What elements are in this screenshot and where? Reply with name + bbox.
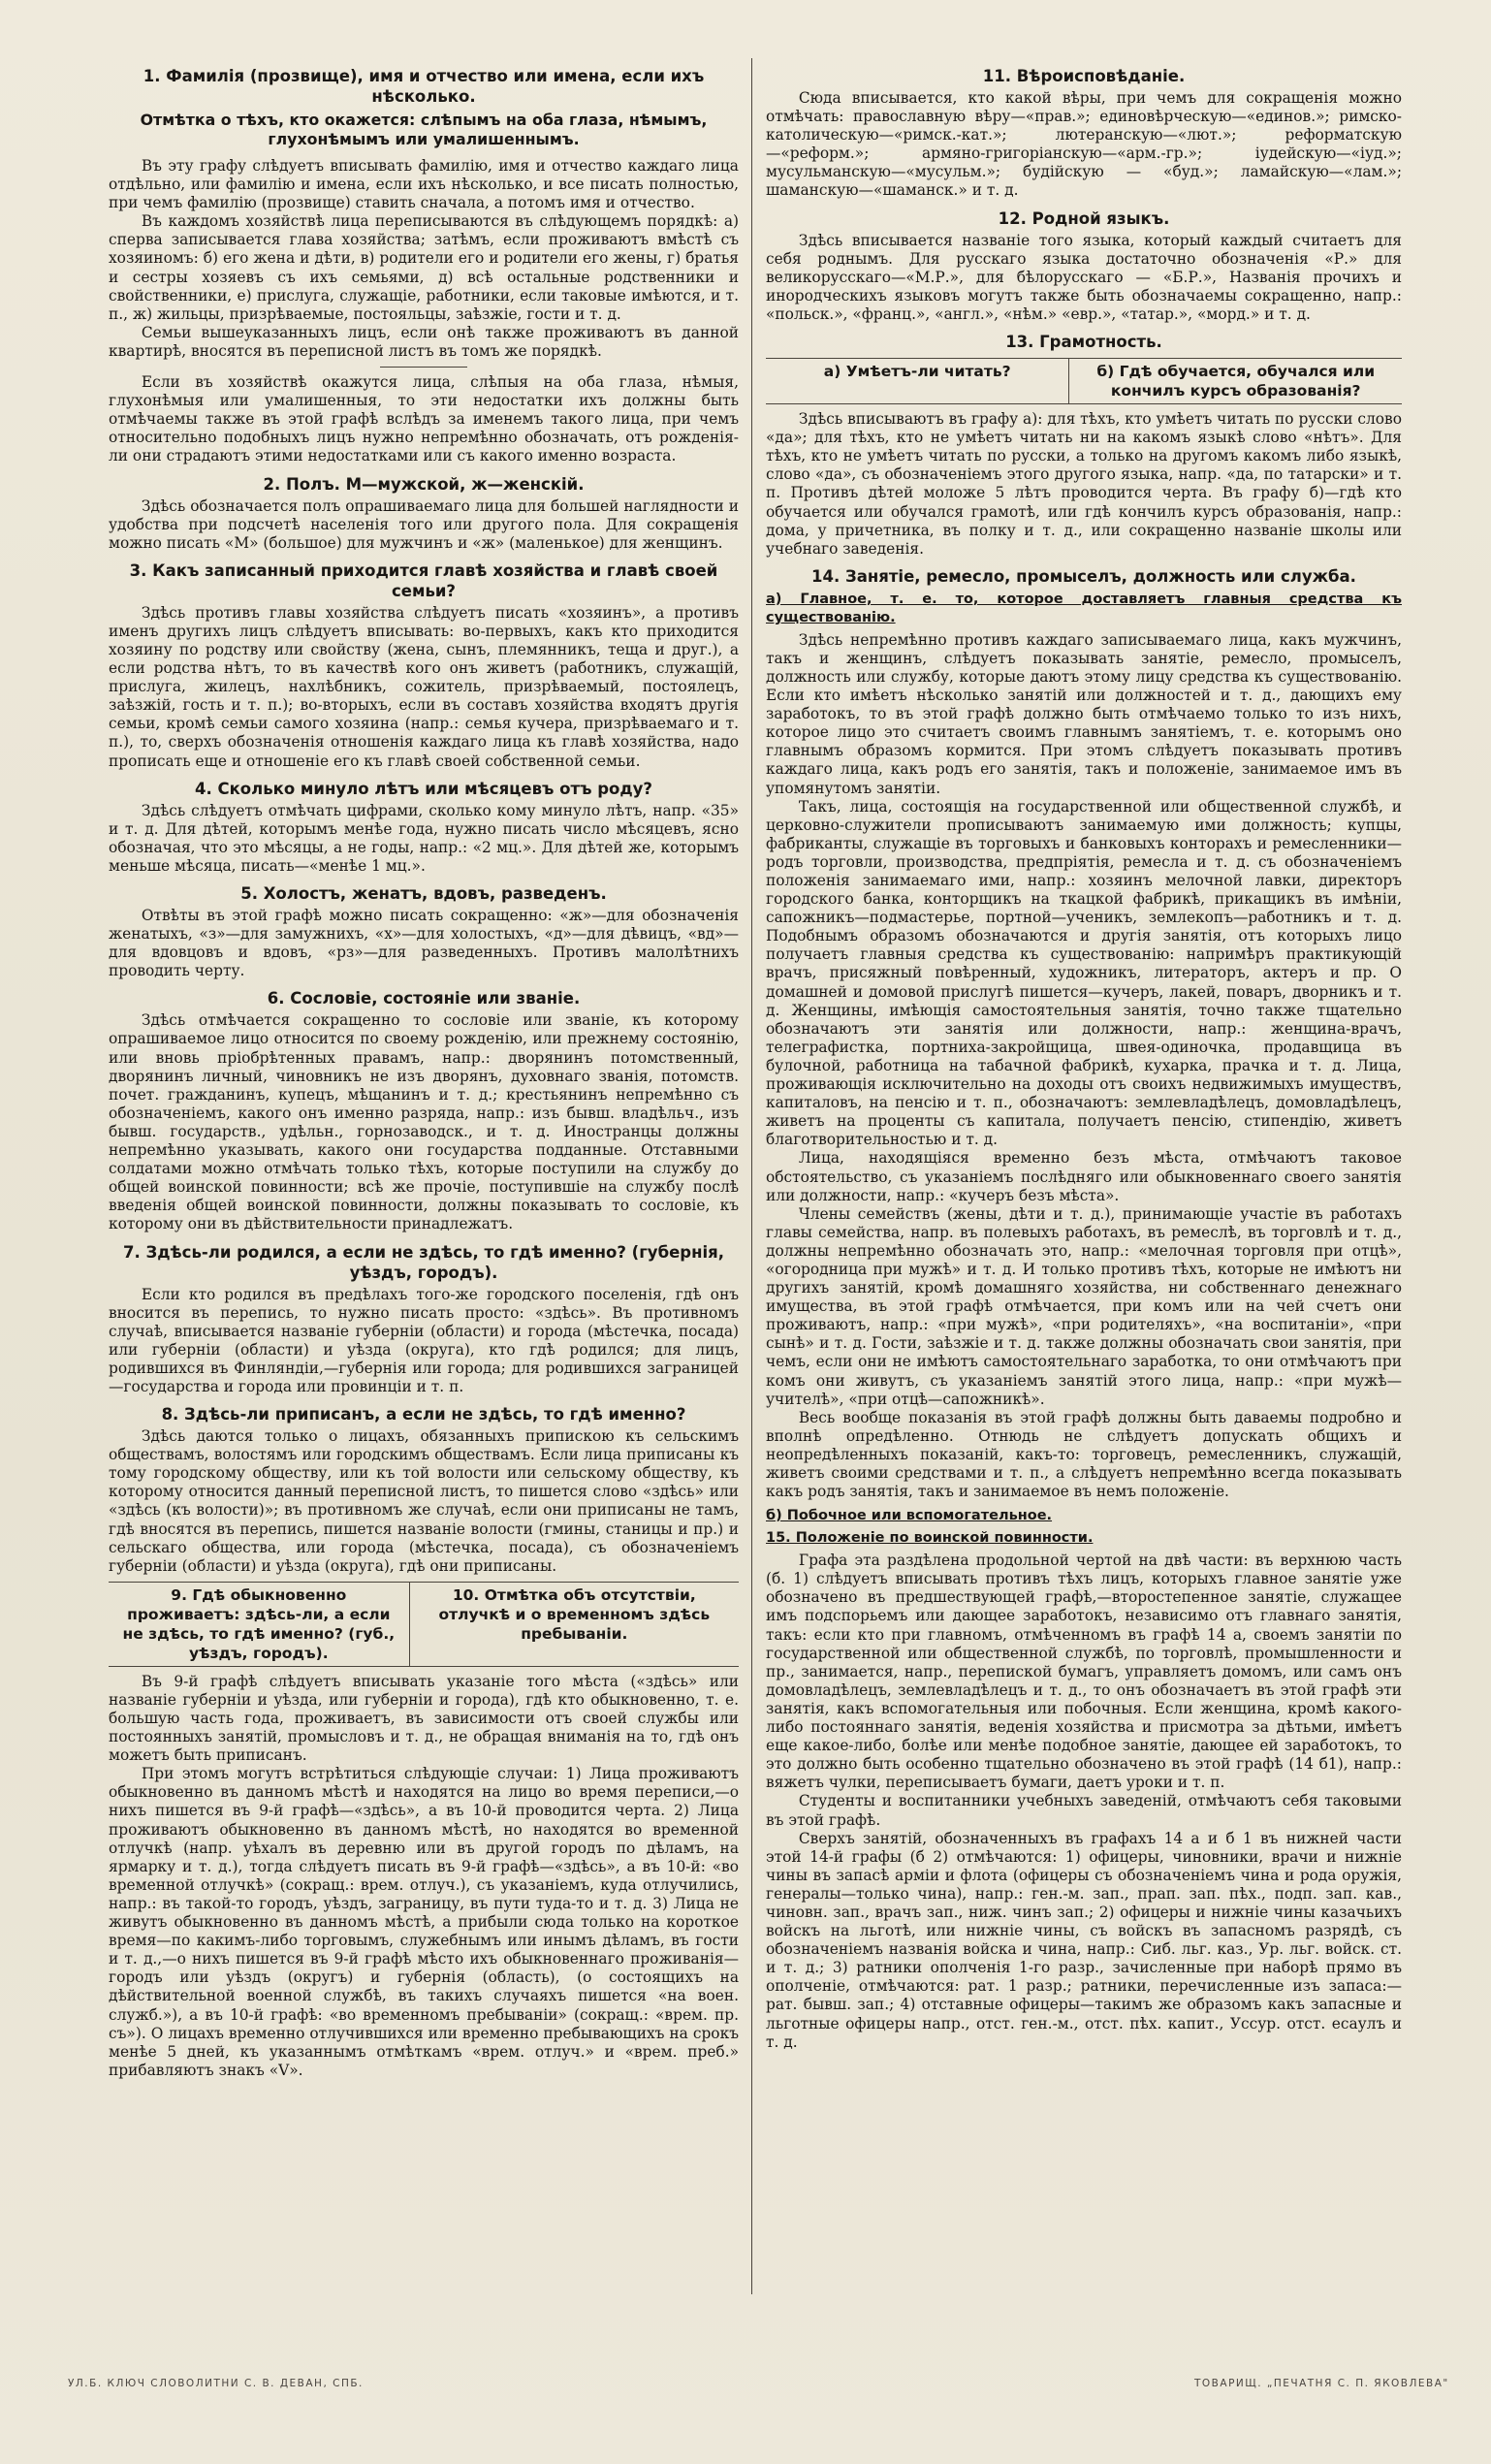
- paragraph: Отвѣты въ этой графѣ можно писать сокращенно: «ж»—для обозначенія женатыхъ, «з»—для замужнихъ, «х»—для холостыхъ, «д»—для дѣвицъ, «вд»—для вдовцовъ и вдовъ, «рз»—для разведенныхъ. Противъ малолѣтнихъ проводить черту.: [109, 907, 739, 980]
- paragraph: Здѣсь вписываютъ въ графу а): для тѣхъ, кто умѣетъ читать по русски слово «да»; для тѣхъ, кто не умѣетъ читать ни на какомъ языкѣ слово «нѣтъ». Для тѣхъ, кто не умѣетъ читать по русски, а только на другомъ какомъ либо языкѣ, слово «да», съ обозначеніемъ этого другого языка, напр. «да, по татарски» и т. п. Противъ дѣтей моложе 5 лѣтъ проводится черта. Въ графу б)—гдѣ кто обучается или обучался грамотѣ, или гдѣ кончилъ курсъ образованія, напр.: дома, у причетника, въ полку и т. д., или сокращенно названіе школы или учебнаго заведенія.: [766, 410, 1402, 558]
- section-15-text: [766, 1552, 1402, 2052]
- paragraph: Здѣсь обозначается полъ опрашиваемаго лица для большей наглядности и удобства при подсчетѣ населенія того или другого пола. Для сокращенія можно писать «М» (большое) для мужчинъ и «ж» (маленькое) для женщинъ.: [109, 496, 739, 552]
- paragraph: Студенты и воспитанники учебныхъ заведеній, отмѣчаютъ себя таковыми въ этой графѣ.: [766, 1792, 1402, 1829]
- section-body: [109, 497, 739, 553]
- printer-imprint-left: УЛ.Б. КЛЮЧ СЛОВОЛИТНИ С. В. ДЕВАН, СПБ.: [68, 2378, 364, 2389]
- paragraph: Въ каждомъ хозяйствѣ лица переписываются въ слѣдующемъ порядкѣ: а) сперва записывается глава хозяйства; затѣмъ, если проживаютъ вмѣстѣ съ хозяиномъ: б) его жена и дѣти, в) родители его и родители его жены, г) братья и сестры хозяевъ съ ихъ семьями, д) всѣ остальные родственники и свойственники, е) прислуга, служащіе, работники, если таковые имѣются, и т. п., ж) жильцы, призрѣваемые, постояльцы, заѣзжіе, гости и т. д.: [109, 212, 739, 323]
- section-14-text: [766, 631, 1402, 1501]
- paragraph: Здѣсь слѣдуетъ отмѣчать цифрами, сколько кому минуло лѣтъ, напр. «35» и т. д. Для дѣтей, которымъ менѣе года, нужно писать число мѣсяцевъ, ясно обозначая, что это мѣсяцы, а не годы, напр.: «2 мц.». Для дѣтей же, которымъ меньше мѣсяца, писать—«менѣе 1 мц.».: [109, 801, 739, 875]
- paragraph: Здѣсь непремѣнно противъ каждаго записываемаго лица, какъ мужчинъ, такъ и женщинъ, слѣдуетъ показывать занятіе, ремесло, промыселъ, должность или службу, которые даютъ этому лицу средства къ существованію. Если кто имѣетъ нѣсколько занятій или должностей и т. д., дающихъ ему заработокъ, то въ этой графѣ должно быть отмѣчаемо только то изъ нихъ, которое лицо это считаетъ своимъ главнымъ занятіемъ, т. е. которымъ оно главнымъ образомъ кормится. При этомъ слѣдуетъ показывать противъ каждаго лица, какъ родъ его занятія, такъ и положеніе, занимаемое имъ въ упомянутомъ занятіи.: [766, 630, 1402, 797]
- section-13b-title: б) Гдѣ обучается, обучался или кончилъ курсъ образованія?: [1068, 359, 1402, 403]
- section-body: [109, 373, 739, 465]
- section-title: 1. Фамилія (прозвище), имя и отчество или имена, если ихъ нѣсколько.: [143, 67, 705, 106]
- section-title: 11. Вѣроисповѣданіе.: [982, 67, 1186, 85]
- paragraph: Лица, находящіяся временно безъ мѣста, отмѣчаютъ таковое обстоятельство, съ указаніемъ послѣдняго или обыкновеннаго своего занятія или должности, напр.: «кучеръ безъ мѣста».: [766, 1149, 1402, 1204]
- split-header-9-10: [109, 1582, 739, 1667]
- right-sections: [766, 66, 1402, 352]
- section-title: 12. Родной языкъ.: [998, 208, 1170, 228]
- section-title: 6. Сословіе, состояніе или званіе.: [267, 989, 581, 1008]
- printer-imprint-right: ТОВАРИЩ. „ПЕЧАТНЯ С. П. ЯКОВЛЕВА": [1194, 2378, 1449, 2389]
- split-header-13: [766, 358, 1402, 404]
- section-14b-subtitle: б) Побочное или вспомогательное.: [766, 1508, 1053, 1524]
- paragraph: Графа эта раздѣлена продольной чертой на двѣ части: въ верхнюю часть (б. 1) слѣдуетъ вписывать противъ тѣхъ лицъ, которыхъ главное занятіе уже обозначено въ предшествующей графѣ,—второстепенное занятіе, служащее имъ подспорьемъ или дающее заработокъ, независимо отъ главнаго занятія, такъ: если кто при главномъ, отмѣченномъ въ графѣ 14 а, своемъ занятіи по государственной или общественной службѣ, по торговлѣ, промышленности и пр., занимается, напр., перепиской бумагъ, управляетъ домомъ, или самъ онъ домовладѣлецъ, землевладѣлецъ и т. д., то онъ обозначаетъ въ этой графѣ эти занятія, какъ вспомогательныя или побочныя. Если женщина, кромѣ какого-либо постояннаго занятія, веденія хозяйства и присмотра за дѣтьми, имѣетъ еще какое-либо, болѣе или менѣе подобное занятіе, дающее ей заработокъ, то это должно быть особенно тщательно обозначено въ этой графѣ (14 б1), напр.: вяжетъ чулки, переписываетъ бумаги, даетъ уроки и т. п.: [766, 1552, 1402, 1792]
- paragraph: Здѣсь даются только о лицахъ, обязанныхъ припискою къ сельскимъ обществамъ, волостямъ или городскимъ обществамъ. Если лица приписаны къ тому городскому обществу, или къ той волости или сельскому обществу, къ которому относится данный переписной листъ, то пишется слово «здѣсь» или «здѣсь (къ волости)»; въ противномъ же случаѣ, если они приписаны не тамъ, гдѣ вносятся въ перепись, пишется названіе волости (гмины, станицы и пр.) и сельскаго общества, или города (мѣстечка, посада), съ обозначеніемъ губерніи (области) и уѣзда (округа), гдѣ они приписаны.: [109, 1427, 739, 1575]
- paragraph: Если въ хозяйствѣ окажутся лица, слѣпыя на оба глаза, нѣмыя, глухонѣмыя или умалишенныя, то эти недостатки ихъ должны быть отмѣчаемы также въ этой графѣ вслѣдъ за именемъ такого лица, при чемъ относительно подобныхъ лицъ нужно непремѣнно обозначать, отъ рожденія-ли они страдаютъ этими недостатками или съ какого именно возраста.: [109, 373, 739, 465]
- section-body: [109, 802, 739, 876]
- paragraph: Въ 9-й графѣ слѣдуетъ вписывать указаніе того мѣста («здѣсь» или названіе губерніи и уѣзда, или губерніи и города), гдѣ кто обыкновенно, т. е. большую часть года, проживаетъ, въ зависимости отъ своей службы или постоянныхъ занятій, промысловъ и т. д., не обращая вниманія на то, гдѣ онъ можетъ быть приписанъ.: [109, 1672, 739, 1765]
- section-body: [109, 604, 739, 771]
- section-title: 2. Полъ. М—мужской, ж—женскій.: [263, 474, 585, 494]
- column-divider: [751, 58, 752, 2294]
- section-10-title: 10. Отмѣтка объ отсутствіи, отлучкѣ и о временномъ здѣсь пребываніи.: [409, 1583, 739, 1666]
- left-column: [109, 58, 739, 2294]
- section-body: [109, 157, 739, 361]
- paragraph: Семьи вышеуказанныхъ лицъ, если онѣ также проживаютъ въ данной квартирѣ, вносятся въ переписной листъ въ томъ же порядкѣ.: [109, 323, 739, 360]
- section-title: 4. Сколько минуло лѣтъ или мѣсяцевъ отъ роду?: [194, 779, 653, 798]
- section-15-title: 15. Положеніе по воинской повинности.: [766, 1530, 1094, 1547]
- section-9-title: 9. Гдѣ обыкновенно проживаетъ: здѣсь-ли, а если не здѣсь, то гдѣ именно? (губ., уѣздъ, городъ).: [122, 1585, 396, 1662]
- section-title: 5. Холостъ, женатъ, вдовъ, разведенъ.: [240, 884, 607, 903]
- paragraph: Такъ, лица, состоящія на государственной или общественной службѣ, и церковно-служители прописываютъ занимаемую ими должность; купцы, фабриканты, служащіе въ торговыхъ и банковыхъ конторахъ и ремесленники—родъ торговли, производства, предпріятія, ремесла и т. д. съ обозначеніемъ положенія занимаемаго ими, напр.: хозяинъ мелочной лавки, директоръ городского банка, конторщикъ на ткацкой фабрикѣ, прикащикъ въ имѣніи, сапожникъ—подмастерье, портной—ученикъ, землекопъ—работникъ и т. д. Подобнымъ образомъ обозначаются и другія занятія, отъ которыхъ лицо получаетъ главныя средства къ существованію: напримѣръ практикующій врачъ, присяжный повѣренный, художникъ, литераторъ, актеръ и пр. О домашней и домовой прислугѣ пишется—кучеръ, лакей, поваръ, дворникъ и т. д. Женщины, имѣющія самостоятельныя занятія, точно также тщательно обозначаютъ эти занятія или должности, напр.: женщина-врачъ, телеграфистка, портниха-закройщица, швея-одиночка, продавщица въ булочной, работница на табачной фабрикѣ, кухарка, прачка и т. д. Лица, проживающія исключительно на доходы отъ своихъ недвижимыхъ имуществъ, капиталовъ, на пенсію и т. п., обозначаютъ: землевладѣлецъ, домовладѣлецъ, живетъ на проценты съ капитала, получаетъ пенсію, стипендію, живетъ благотворительностью и т. д.: [766, 797, 1402, 1149]
- section-title: 8. Здѣсь-ли приписанъ, а если не здѣсь, то гдѣ именно?: [161, 1405, 686, 1424]
- section-14a-subtitle: а) Главное, т. е. то, которое доставляетъ главныя средства къ существованію.: [766, 591, 1402, 625]
- section-13-text: [766, 410, 1402, 559]
- section-13a-title: а) Умѣетъ-ли читать?: [823, 363, 1011, 381]
- paragraph: Въ эту графу слѣдуетъ вписывать фамилію, имя и отчество каждаго лица отдѣльно, или фамилію и имена, если ихъ нѣсколько, и все писать полностью, при чемъ фамилію (прозвище) ставить сначала, а потомъ имя и отчество.: [109, 157, 739, 212]
- section-body: [109, 1427, 739, 1576]
- paragraph: Здѣсь отмѣчается сокращенно то сословіе или званіе, къ которому опрашиваемое лицо относится по своему рожденію, или прежнему состоянію, или вновь пріобрѣтенных правамъ, напр.: дворянинъ потомственный, дворянинъ личный, чиновникъ не изъ дворянъ, духовнаго званія, потомств. почет. гражданинъ, купецъ, мѣщанинъ и т. д.; крестьянинъ непремѣнно съ обозначеніемъ, какого онъ именно разряда, напр.: изъ бывш. владѣльч., изъ бывш. государств., удѣльн., горнозаводск., и т. д. Иностранцы должны непремѣнно указывать, какого они государства подданные. Отставными солдатами можно отмѣчать только тѣхъ, которые поступили на службу до общей воинской повинности; всѣ же прочіе, поступившіе на службу послѣ введенія общей воинской повинности, должны показывать то сословіе, къ которому они въ дѣйствительности принадлежатъ.: [109, 1011, 739, 1233]
- section-body: [766, 232, 1402, 324]
- right-column: [766, 58, 1402, 2294]
- section-body: [109, 1011, 739, 1233]
- section-14-title: 14. Занятіе, ремесло, промыселъ, должность или служба.: [811, 566, 1356, 586]
- paragraph: Члены семействъ (жены, дѣти и т. д.), принимающіе участіе въ работахъ главы семейства, напр. въ полевыхъ работахъ, въ ремеслѣ, въ торговлѣ и т. д., должны непремѣнно обозначать это, напр.: «мелочная торговля при отцѣ», «огородница при мужѣ» и т. д. И только противъ тѣхъ, которые не имѣютъ ни другихъ занятій, кромѣ домашняго хозяйства, ни собственнаго денежнаго имущества, въ этой графѣ отмѣчается, при комъ или на чей счетъ они проживаютъ, напр.: «при мужѣ», «при родителяхъ», «на воспитаніи», «при сынѣ» и т. д. Гости, заѣзжіе и т. д. также должны обозначать свои занятія, при чемъ, если они не имѣютъ самостоятельнаго заработка, то они отмѣчаютъ при комъ они живутъ, съ указаніемъ занятій этого лица, напр.: «при мужѣ—учителѣ», «при отцѣ—сапожникѣ».: [766, 1204, 1402, 1408]
- section-title: 3. Какъ записанный приходится главѣ хозяйства и главѣ своей семьи?: [129, 560, 718, 600]
- section-9-10-text: [109, 1673, 739, 2080]
- section-body: [109, 907, 739, 980]
- paragraph: При этомъ могутъ встрѣтиться слѣдующіе случаи: 1) Лица проживаютъ обыкновенно въ данномъ мѣстѣ и находятся на лицо во время переписи,—о нихъ пишется въ 9-й графѣ—«здѣсь», а въ 10-й проводится черта. 2) Лица проживаютъ обыкновенно въ данномъ мѣстѣ, но находятся во временной отлучкѣ (напр. уѣхалъ въ деревню или въ другой городъ по дѣламъ, на ярмарку и т. д.), тогда слѣдуетъ писать въ 9-й графѣ—«здѣсь», а въ 10-й: «во временной отлучкѣ» (сокращ.: врем. отлуч.), съ указаніемъ, куда отлучились, напр.: въ такой-то городъ, уѣздъ, заграницу, въ пути туда-то и т. д. 3) Лица не живутъ обыкновенно въ данномъ мѣстѣ, а прибыли сюда только на короткое время—по какимъ-либо торговымъ, служебнымъ или инымъ дѣламъ, въ гости и т. д.,—о нихъ пишется въ 9-й графѣ мѣсто ихъ обыкновеннаго проживанія—городъ или уѣздъ (округъ) и губернія (область), (о состоящихъ на дѣйствительной военной службѣ, въ такихъ случаяхъ пишется «на воен. служб.»), а въ 10-й графѣ: «во временномъ пребываніи» (сокращ.: «врем. пр. съ»). О лицахъ временно отлучившихся или временно пребывающихъ на срокъ менѣе 5 дней, къ указаннымъ отмѣткамъ «врем. отлуч.» и «врем. преб.» прибавляютъ знакъ «V».: [109, 1765, 739, 2079]
- paragraph: Весь вообще показанія въ этой графѣ должны быть даваемы подробно и вполнѣ опредѣленно. Отнюдь не слѣдуетъ допускать общихъ и неопредѣленныхъ показаній, какъ-то: торговецъ, ремесленникъ, служащій, живетъ своими средствами и т. п., а слѣдуетъ непремѣнно всегда показывать какъ родъ занятія, такъ и занимаемое въ немъ положеніе.: [766, 1408, 1402, 1501]
- section-subtitle: Отмѣтка о тѣхъ, кто окажется: слѣпымъ на оба глаза, нѣмымъ, глухонѣмымъ или умалишеннымъ.: [140, 111, 708, 148]
- section-title: 13. Грамотность.: [1005, 333, 1162, 352]
- section-body: [766, 89, 1402, 201]
- paragraph: Сверхъ занятій, обозначенныхъ въ графахъ 14 а и б 1 въ нижней части этой 14-й графы (б 2) отмѣчаются: 1) офицеры, чиновники, врачи и нижніе чины въ запасѣ арміи и флота (офицеры съ обозначеніемъ чина и рода оружія, генералы—только чина), напр.: ген.-м. зап., прап. зап. пѣх., подп. зап. кав., чиновн. зап., врачъ зап., ниж. чинъ зап.; 2) офицеры и нижніе чины казачьихъ войскъ на льготѣ, или нижніе чины, съ войскъ въ запасномъ разрядѣ, съ обозначеніемъ названія войска и чина, напр.: Сиб. льг. каз., Ур. льг. войск. ст. и т. д.; 3) ратники ополченія 1-го разр., зачисленные при наборѣ прямо въ ополченіе, отмѣчаются: рат. 1 разр.; ратники, перечисленные изъ запаса:—рат. бывш. зап.; 4) отставные офицеры—такимъ же образомъ какъ запасные и льготные офицеры напр., отст. ген.-м., отст. пѣх. капит., Уссур. отст. есаулъ и т. д.: [766, 1829, 1402, 2051]
- paragraph: Сюда вписывается, кто какой вѣры, при чемъ для сокращенія можно отмѣчать: православную вѣру—«прав.»; единовѣрческую—«единов.»; римско-католическую—«римск.-кат.»; лютеранскую—«лют.»; реформатскую—«реформ.»; армяно-григоріанскую—«арм.-гр.»; іудейскую—«іуд.»; мусульманскую—«мусульм.»; будійскую — «буд.»; ламайскую—«лам.»; шаманскую—«шаманск.» и т. д.: [766, 89, 1402, 200]
- paragraph: Здѣсь противъ главы хозяйства слѣдуетъ писать «хозяинъ», а противъ именъ другихъ лицъ слѣдуетъ вписывать: во-первыхъ, какъ кто приходится хозяину по родству или свойству (жена, сынъ, племянникъ, теща и друг.), а если родства нѣтъ, то въ качествѣ кого онъ живетъ (работникъ, служащій, прислуга, жилецъ, нахлѣбникъ, сожитель, призрѣваемый, постоялецъ, заѣзжій, гость и т. п.); во-вторыхъ, если въ составъ хозяйства входятъ другія семьи, кромѣ семьи самого хозяина (напр.: семья кучера, призрѣваемаго и т. п.), то, сверхъ обозначенія отношенія каждаго лица къ главѣ хозяйства, надо прописать еще и отношеніе его къ главѣ своей собственной семьи.: [109, 603, 739, 770]
- section-divider: [380, 367, 467, 368]
- paragraph: Здѣсь вписывается названіе того языка, который каждый считаетъ для себя роднымъ. Для русскаго языка достаточно обозначенія «Р.» для великорусскаго—«М.Р.», для бѣлорусскаго — «Б.Р.», Названія прочихъ и инородческихъ языковъ могутъ также быть обозначаемы сокращенно, напр.: «польск.», «франц.», «англ.», «нѣм.» «евр.», «татар.», «морд.» и т. д.: [766, 231, 1402, 323]
- section-body: [109, 1286, 739, 1397]
- left-sections: [109, 66, 739, 1576]
- section-title: 7. Здѣсь-ли родился, а если не здѣсь, то гдѣ именно? (губернія, уѣздъ, городъ).: [122, 1242, 725, 1282]
- paragraph: Если кто родился въ предѣлахъ того-же городского поселенія, гдѣ онъ вносится въ перепись, то нужно писать просто: «здѣсь». Въ противномъ случаѣ, вписывается названіе губерніи (области) и города (мѣстечка, посада) или губерніи (области) и уѣзда (округа), кто гдѣ родился; для лицъ, родившихся въ Финляндіи,—губернія или города; для родившихся заграницей—государства и города или провинціи и т. п.: [109, 1285, 739, 1395]
